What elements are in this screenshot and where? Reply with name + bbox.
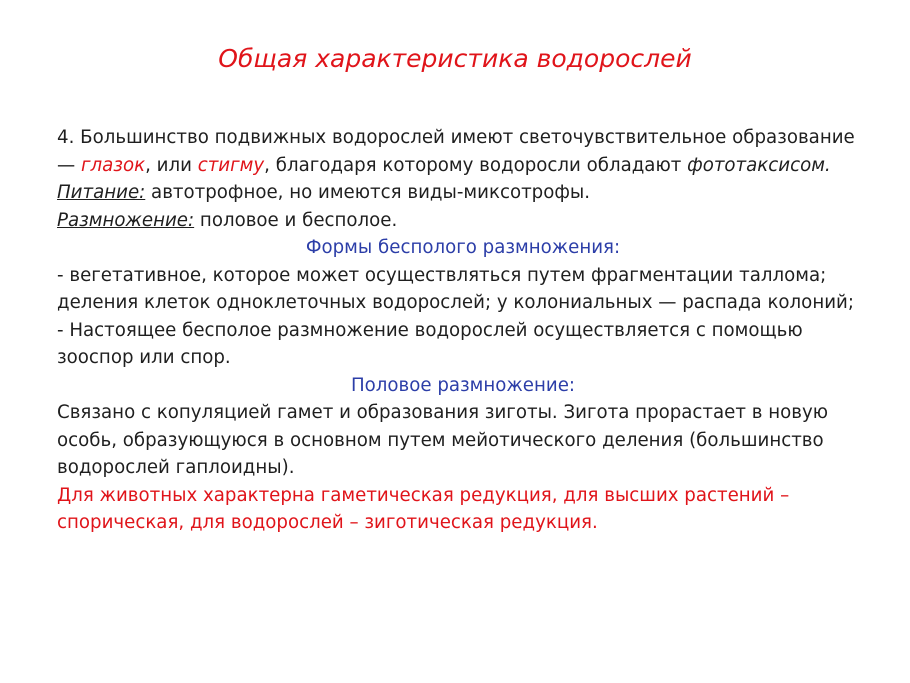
term-phototaxis: фототаксисом.	[687, 154, 831, 176]
text-line-5: - вегетативное, которое может осуществляться путем фрагментации таллома;	[57, 264, 827, 286]
text-line-8: зооспор или спор.	[57, 347, 231, 368]
text-line-1: 4. Большинство подвижных водорослей имеют светочувствительное образование	[57, 127, 855, 148]
text-line-10: особь, образующуюся в основном путем мейотического деления (большинство	[57, 429, 824, 451]
red-note-line-1: Для животных характерна гаметическая редукция, для высших растений –	[57, 484, 790, 506]
heading-sexual: Половое размножение:	[350, 374, 576, 396]
text-line-6: деления клеток одноклеточных водорослей; у колониальных — распада колоний;	[57, 292, 854, 313]
text-line-9: Связано с копуляцией гамет и образования зиготы. Зигота прорастает в новую	[57, 402, 829, 423]
term-stigma: стигму	[197, 154, 265, 176]
nutrition-text: автотрофное, но имеются виды-миксотрофы.	[145, 182, 591, 203]
reproduction-label: Размножение:	[57, 209, 195, 231]
term-glazok: глазок	[80, 154, 146, 176]
reproduction-text: половое и бесполое.	[194, 209, 398, 231]
nutrition-line	[57, 179, 869, 207]
nutrition-label: Питание:	[57, 182, 146, 203]
text-connector: , благодаря которому водоросли обладают	[264, 154, 688, 176]
text-line-11: водорослей гаплоидны).	[57, 457, 295, 478]
slide-title: Общая характеристика водорослей	[218, 44, 692, 73]
text-line-7: - Настоящее бесполое размножение водорослей осуществляется с помощью	[57, 319, 803, 341]
text-or: , или	[145, 154, 198, 176]
text-dash: —	[57, 154, 81, 176]
text-line-2	[57, 152, 869, 180]
reproduction-line	[57, 207, 869, 235]
slide-content	[57, 124, 869, 537]
heading-asexual: Формы бесполого размножения:	[305, 237, 621, 258]
red-note-line-2: спорическая, для водорослей – зиготическая редукция.	[57, 512, 598, 533]
